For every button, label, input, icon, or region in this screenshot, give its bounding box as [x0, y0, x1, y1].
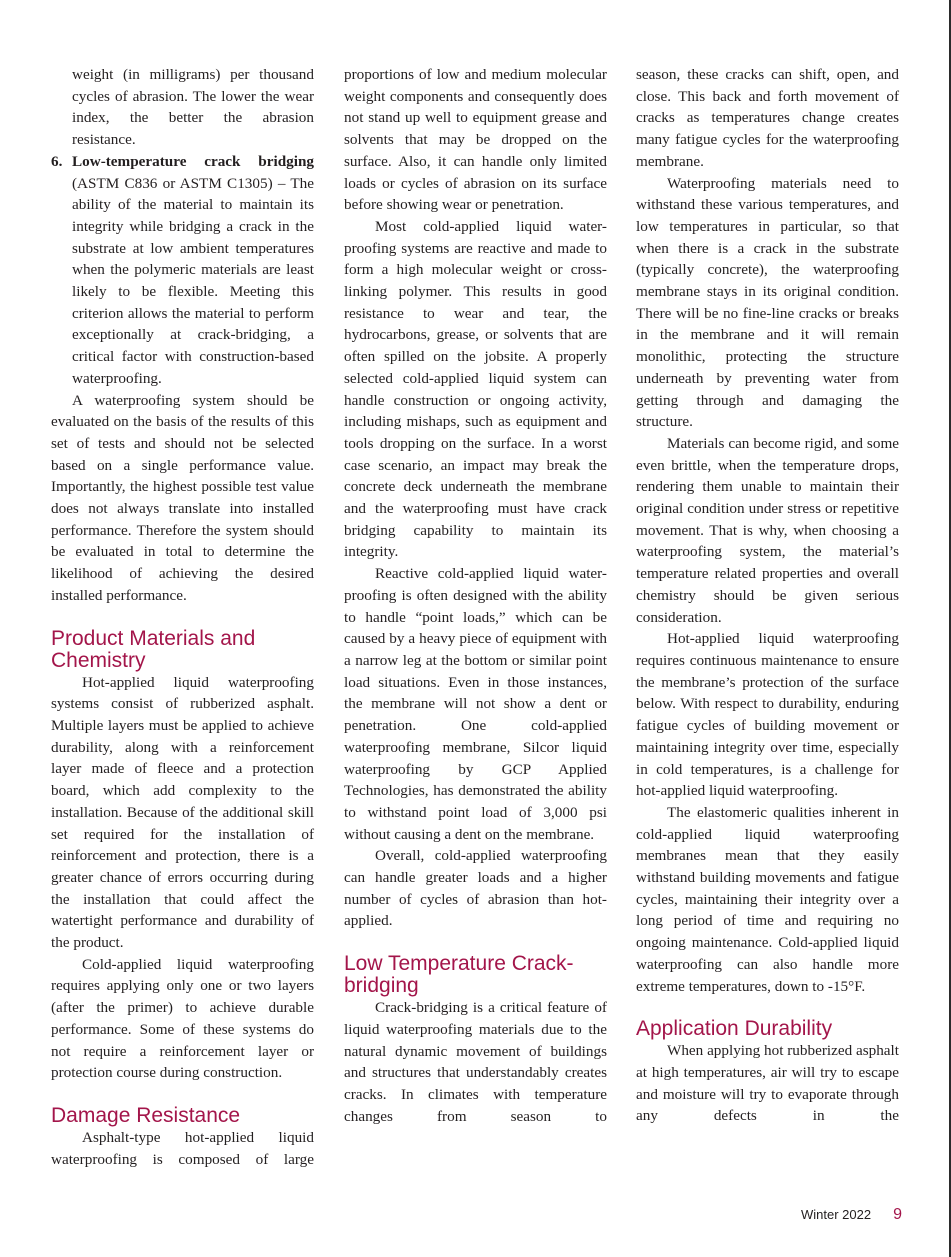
- article-column-1: [51, 64, 314, 1170]
- list-item-6: [51, 151, 314, 390]
- list-item-text: (ASTM C836 or ASTM C1305) – The ability of the material to maintain its integrity while bridging a crack in the substrate at low ambient temperatures when the polymeric materials are least likely to be flexible. Meeting this criterion allows the material to perform exceptionally at crack-bridging, a critical factor with construction-based waterproofing.: [72, 174, 314, 387]
- body-paragraph: When applying hot rubberized asphalt at high temperatures, air will try to escape and moisture will try to evaporate through any defects in the: [636, 1042, 899, 1125]
- body-paragraph: Hot-applied liquid waterproofing requires continuous maintenance to ensure the membrane’s protection of the surface below. With respect to durability, enduring fatigue cycles of building movement or maintaining integrity over time, especially in cold temperatures, is a challenge for hot-applied liquid waterproofing.: [636, 630, 899, 800]
- body-paragraph: Waterproofing materials need to withstand these various temperatures, and low temperatures in particular, so that when there is a crack in the substrate (typically concrete), the waterproofing membrane stays in its original condition. There will be no fine-line cracks or breaks in the membrane and it will remain monolithic, protecting the structure underneath by preventing water from getting through and damaging the structure.: [636, 174, 899, 431]
- section-heading-application-durability: Application Durability: [636, 1017, 833, 1041]
- body-paragraph: Asphalt-type hot-applied liquid waterproofing is composed of large: [51, 1128, 314, 1168]
- section-heading-product-materials: Product Materials and Chemistry: [51, 626, 256, 672]
- body-paragraph: The elastomeric qualities inherent in cold-applied liquid waterproofing membranes mean that they easily withstand building movements and fatigue cycles, maintaining their integrity over a long period of time and requiring no ongoing maintenance. Cold-applied liquid waterproofing can also handle more extreme temperatures, down to -15°F.: [636, 803, 899, 995]
- body-paragraph: Cold-applied liquid waterproofing requires applying only one or two layers (after the primer) to achieve durable performance. Some of these systems do not require a reinforcement layer or protection course during construction.: [51, 955, 314, 1082]
- page-footer: [801, 1206, 902, 1224]
- body-paragraph: Crack-bridging is a critical feature of liquid waterproofing materials due to the natural dynamic movement of buildings and structures that understandably creates cracks. In climates with temperature changes from season to: [344, 999, 607, 1125]
- body-paragraph: Most cold-applied liquid water-proofing systems are reactive and made to form a high molecular weight or cross-linking polymer. This results in good resistance to wear and tear, the hydrocarbons, grease, or solvents that are often spilled on the jobsite. A properly selected cold-applied liquid system can handle construction or ongoing activity, including mishaps, such as equipment and tools dropping on the surface. In a worst case scenario, an impact may break the concrete deck underneath the membrane and the waterproofing must have crack bridging capability to maintain its integrity.: [344, 217, 607, 561]
- body-paragraph: A waterproofing system should be evaluated on the basis of the results of this set of tests and should not be selected based on a single performance value. Importantly, the highest possible test value does not always translate into installed performance. Therefore the system should be evaluated in total to determine the likelihood of achieving the desired installed performance.: [51, 391, 314, 604]
- body-paragraph: proportions of low and medium molecular weight components and consequently does not stand up well to equipment grease and solvents that may be dropped on the surface. Also, it can handle only limited loads or cycles of abrasion on its surface before showing wear or penetration.: [344, 66, 607, 214]
- article-column-2: [344, 64, 607, 1127]
- body-paragraph: season, these cracks can shift, open, and close. This back and forth movement of cracks as temperatures change creates many fatigue cycles for the waterproofing membrane.: [636, 66, 899, 170]
- section-heading-damage-resistance: Damage Resistance: [51, 1103, 241, 1127]
- body-paragraph: Materials can become rigid, and some even brittle, when the temperature drops, rendering them unable to maintain their original condition under stress or repetitive movement. That is why, when choosing a waterproofing system, the material’s temperature related properties and overall chemistry should be given serious consideration.: [636, 434, 899, 626]
- list-number: 6.: [51, 152, 63, 170]
- body-paragraph: Reactive cold-applied liquid water-proofing is often designed with the ability to handle “point loads,” which can be caused by a heavy piece of equipment with a narrow leg at the bottom or similar point load situations. Even in those instances, the membrane will not show a dent or penetration. One cold-applied waterproofing membrane, Silcor liquid waterproofing by GCP Applied Technologies, has demonstrated the ability to withstand point load of 3,000 psi without causing a dent on the membrane.: [344, 565, 607, 843]
- article-column-3: [636, 64, 899, 1127]
- body-paragraph: Hot-applied liquid waterproofing systems consist of rubberized asphalt. Multiple layers must be applied to achieve durability, along with a reinforcement layer made of fleece and a protection board, which add complexity to the installation. Because of the additional skill set required for the installation of reinforcement and protection, there is a greater chance of errors occurring during the installation that could affect the watertight performance and durability of the product.: [51, 673, 314, 952]
- body-paragraph: Overall, cold-applied waterproofing can handle greater loads and a higher number of cycles of abrasion than hot-applied.: [344, 847, 607, 930]
- section-heading-low-temperature: Low Temperature Crack-bridging: [344, 952, 574, 998]
- list-item-5-continuation: weight (in milligrams) per thousand cycles of abrasion. The lower the wear index, the better the abrasion resistance.: [72, 66, 314, 149]
- issue-label: Winter 2022: [801, 1207, 872, 1222]
- list-item-lead: Low-temperature crack bridging: [72, 152, 314, 170]
- page-number: 9: [893, 1206, 902, 1223]
